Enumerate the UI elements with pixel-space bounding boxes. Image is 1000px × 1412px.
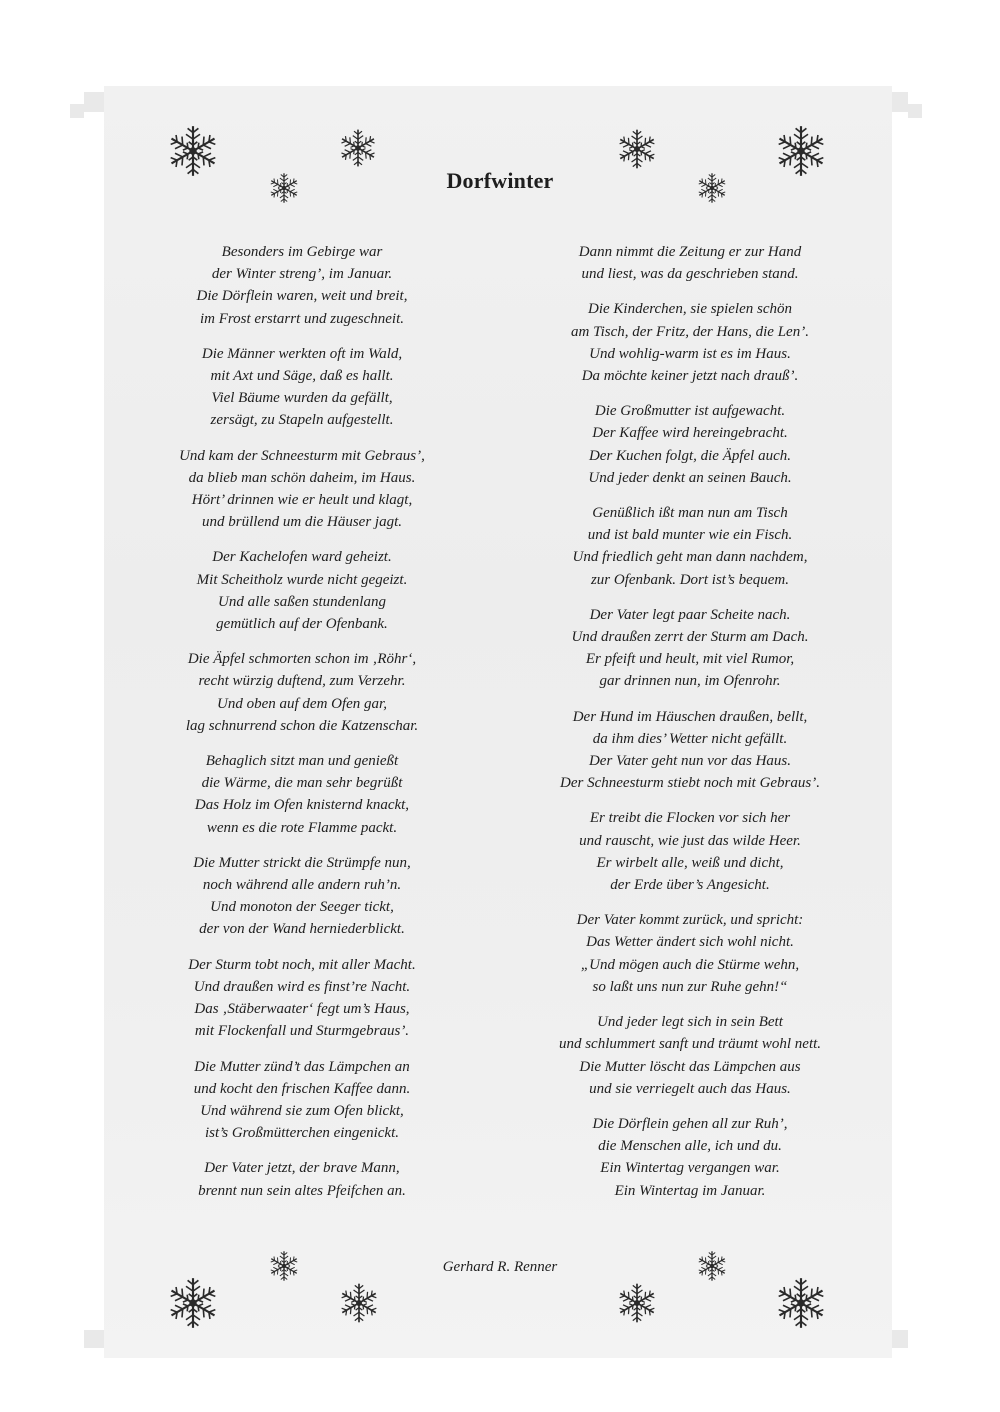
poem-line: der Winter streng’, im Januar. [211,266,393,283]
poem-line: und schlummert sanft und träumt wohl nett. [558,1036,822,1053]
poem-line: da blieb man schön daheim, im Haus. [188,469,416,486]
poem-line: Der Vater kommt zurück, und spricht: [576,912,804,929]
poem-line: zersägt, zu Stapeln aufgestellt. [210,412,394,429]
poem-line: Der Schneesturm stiebt noch mit Gebraus’. [560,775,820,792]
poem-line: Der Sturm tobt noch, mit aller Macht. [188,956,416,973]
poem-line: der von der Wand herniederblickt. [199,921,405,938]
poem-line: Und friedlich geht man dann nachdem, [572,549,808,566]
poem-line: Der Vater legt paar Scheite nach. [589,606,791,623]
poem-column-right [510,241,870,1215]
poem-line: Und draußen wird es finst’re Nacht. [193,978,411,995]
poem-line: die Wärme, die man sehr begrüßt [201,775,403,792]
poem-line: im Frost erstarrt und zugeschneit. [199,310,405,327]
poem-line: Die Kinderchen, sie spielen schön [588,301,792,318]
poem-line: Der Hund im Häuschen draußen, bellt, [572,708,808,725]
poem-line: noch während alle andern ruh’n. [202,877,402,894]
poem-line: Und draußen zerrt der Sturm am Dach. [571,629,809,646]
poem-line: Und jeder denkt an seinen Bauch. [588,469,792,486]
poem-line: da ihm dies’ Wetter nicht gefällt. [592,730,788,747]
poem-line: Die Dörflein waren, weit und breit, [196,288,408,305]
poem-stanza [122,1157,482,1201]
page-corner-tab [892,1330,908,1348]
poem-line: so laßt uns nun zur Ruhe gehn!“ [592,978,788,995]
poem-line: Genüßlich ißt man nun am Tisch [592,505,788,522]
page-corner-tab [70,104,84,118]
poem-title: Dorfwinter [446,168,554,193]
poem-line: Die Männer werkten oft im Wald, [201,345,403,362]
snowflake-icon [268,172,300,204]
poem-line: recht würzig duftend, zum Verzehr. [198,673,406,690]
poem-line: Die Mutter zünd’t das Lämpchen an [194,1058,410,1075]
poem-stanza [510,298,870,387]
snowflake-icon [616,128,658,170]
poem-stanza [510,604,870,693]
poem-stanza [122,343,482,432]
poem-stanza [122,648,482,737]
poem-column-left [122,241,482,1215]
poem-line: Das Wetter ändert sich wohl nicht. [586,934,794,951]
poem-line: Und während sie zum Ofen blickt, [200,1102,404,1119]
snowflake-icon [338,128,378,168]
poem-line: mit Flockenfall und Sturmgebraus’. [194,1023,410,1040]
poem-line: Und kam der Schneesturm mit Gebraus’, [179,447,425,464]
poem-line: brennt nun sein altes Pfeifchen an. [198,1182,406,1199]
poem-line: am Tisch, der Fritz, der Hans, die Len’. [571,323,809,340]
poem-stanza [122,241,482,330]
poem-line: Der Kaffee wird hereingebracht. [592,425,788,442]
poem-line: Ein Wintertag vergangen war. [600,1160,780,1177]
poem-line: Mit Scheitholz wurde nicht gegeizt. [196,571,408,588]
poem-line: Und oben auf dem Ofen gar, [217,695,387,712]
poem-stanza [510,400,870,489]
poem-line: Das Holz im Ofen knisternd knackt, [194,797,410,814]
poem-line: und ist bald munter wie ein Fisch. [587,527,793,544]
poem-line: Er pfeift und heult, mit viel Rumor, [585,651,795,668]
poem-line: und liest, was da geschrieben stand. [581,266,799,283]
poem-line: Er treibt die Flocken vor sich her [589,810,791,827]
poem-stanza [510,1011,870,1100]
poem-line: Er wirbelt alle, weiß und dicht, [596,854,784,871]
poem-line: Und jeder legt sich in sein Bett [597,1014,783,1031]
poem-line: Die Großmutter ist aufgewacht. [594,403,786,420]
snowflake-icon [774,124,828,178]
poem-line: die Menschen alle, ich und du. [598,1138,782,1155]
poem-line: wenn es die rote Flamme packt. [206,819,398,836]
poem-line: Der Vater jetzt, der brave Mann, [204,1160,400,1177]
poem-line: gemütlich auf der Ofenbank. [216,616,388,633]
poem-stanza [122,954,482,1043]
snowflake-icon [166,124,220,178]
poem-line: Die Mutter löscht das Lämpchen aus [579,1058,801,1075]
poem-line: Besonders im Gebirge war [221,244,383,260]
poem-line: Der Kuchen folgt, die Äpfel auch. [588,447,792,464]
snowflake-icon [268,1250,300,1282]
poem-line: Der Vater geht nun vor das Haus. [588,753,792,770]
page-corner-tab [908,104,922,118]
snowflake-icon [696,1250,728,1282]
snowflake-icon [166,1276,220,1330]
poem-line: Und monoton der Seeger tickt, [210,899,394,916]
poem-line: und sie verriegelt auch das Haus. [589,1080,791,1097]
poem-line: zur Ofenbank. Dort ist’s bequem. [590,571,790,588]
poem-line: Das ‚Stäberwaater‘ fegt um’s Haus, [194,1001,410,1018]
page-corner-tab [84,92,104,112]
poem-stanza [510,909,870,998]
page-corner-tab [892,92,908,112]
poem-line: der Erde über’s Angesicht. [610,877,770,894]
poem-stanza [510,502,870,591]
poem-line: Da möchte keiner jetzt nach drauß’. [581,368,799,385]
poem-line: Die Mutter strickt die Strümpfe nun, [193,854,411,871]
poem-line: mit Axt und Säge, daß es hallt. [210,368,394,385]
snowflake-icon [338,1282,380,1324]
poem-line: Viel Bäume wurden da gefällt, [211,390,393,407]
poem-stanza [122,750,482,839]
snowflake-icon [774,1276,828,1330]
poem-line: und brüllend um die Häuser jagt. [202,514,402,531]
poem-line: Die Dörflein gehen all zur Ruh’, [592,1115,788,1132]
poem-stanza [510,1113,870,1202]
poem-line: Und alle saßen stundenlang [218,593,386,610]
poem-line: gar drinnen nun, im Ofenrohr. [599,673,781,690]
poem-line: „Und mögen auch die Stürme wehn, [580,956,800,973]
poem-author: Gerhard R. Renner [442,1259,558,1275]
page-corner-tab [84,1330,104,1348]
poem-line: Die Äpfel schmorten schon im ‚Röhr‘, [187,651,417,668]
poem-line: Hört’ drinnen wie er heult und klagt, [191,492,413,509]
poem-line: und kocht den frischen Kaffee dann. [193,1080,411,1097]
poem-line: Und wohlig-warm ist es im Haus. [589,345,791,362]
poem-line: und rauscht, wie just das wilde Heer. [579,832,801,849]
poem-stanza [122,852,482,941]
poem-line: lag schnurrend schon die Katzenschar. [185,717,419,734]
poem-stanza [510,241,870,285]
poem-stanza [122,1056,482,1145]
poem-stanza [122,445,482,534]
snowflake-icon [696,172,728,204]
poem-line: ist’s Großmütterchen eingenickt. [205,1125,399,1142]
snowflake-icon [616,1282,658,1324]
poem-line: Dann nimmt die Zeitung er zur Hand [578,244,802,260]
poem-line: Der Kachelofen ward geheizt. [212,549,392,566]
poem-line: Behaglich sitzt man und genießt [205,753,399,770]
poem-stanza [510,807,870,896]
poem-stanza [122,546,482,635]
poem-stanza [510,706,870,795]
poem-line: Ein Wintertag im Januar. [614,1182,766,1199]
